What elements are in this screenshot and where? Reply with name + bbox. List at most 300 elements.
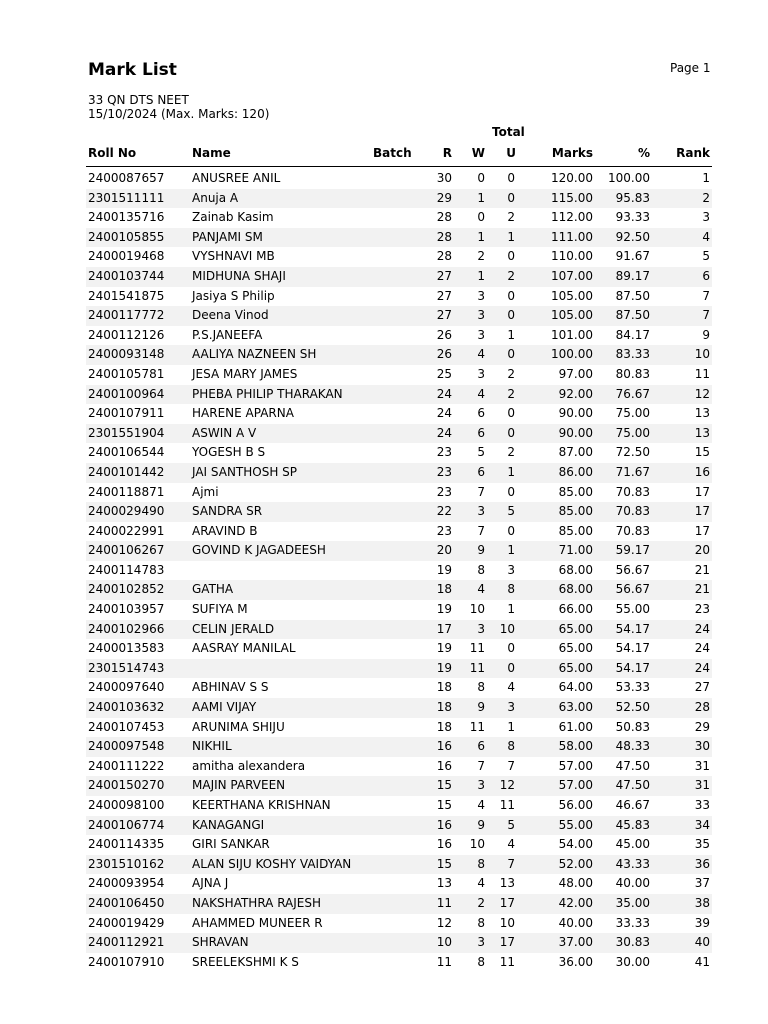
header-marks: Marks (551, 146, 593, 160)
wrong-count-cell: 6 (477, 406, 485, 421)
wrong-count-cell: 7 (477, 484, 485, 499)
name-cell: Deena Vinod (192, 308, 269, 323)
percent-cell: 54.17 (615, 660, 650, 675)
wrong-count-cell: 6 (477, 425, 485, 440)
wrong-count-cell: 2 (477, 249, 485, 264)
unattempted-count-cell: 8 (507, 739, 515, 754)
rank-cell: 17 (694, 484, 710, 499)
roll-no-cell: 2400013583 (88, 641, 165, 656)
table-row (86, 267, 712, 287)
mark-table-body (86, 169, 712, 972)
right-count-cell: 26 (436, 347, 452, 362)
name-cell: VYSHNAVI MB (192, 249, 275, 264)
percent-cell: 46.67 (615, 798, 650, 812)
header-unattempted: U (506, 146, 516, 160)
table-row (86, 580, 712, 600)
name-cell: AHAMMED MUNEER R (192, 915, 323, 930)
unattempted-count-cell: 5 (507, 817, 515, 832)
roll-no-cell: 2400114783 (88, 562, 165, 577)
right-count-cell: 19 (436, 641, 452, 656)
rank-cell: 16 (694, 464, 710, 479)
right-count-cell: 24 (436, 386, 452, 401)
name-cell: JAI SANTHOSH SP (192, 464, 298, 479)
unattempted-count-cell: 1 (507, 719, 515, 734)
unattempted-count-cell: 0 (507, 406, 515, 421)
rank-cell: 5 (702, 249, 710, 264)
name-cell: MIDHUNA SHAJI (192, 268, 286, 283)
right-count-cell: 24 (436, 425, 452, 440)
roll-no-cell: 2400135716 (88, 210, 165, 225)
roll-no-cell: 2400101442 (88, 464, 165, 479)
name-cell: GOVIND K JAGADEESH (192, 543, 326, 558)
marks-cell: 58.00 (558, 739, 593, 754)
wrong-count-cell: 9 (477, 817, 485, 832)
percent-cell: 30.00 (615, 954, 650, 969)
percent-cell: 100.00 (608, 171, 650, 185)
name-cell: SREELEKSHMI K S (192, 954, 299, 969)
name-cell: GIRI SANKAR (192, 837, 270, 852)
unattempted-count-cell: 4 (507, 837, 515, 852)
name-cell: PANJAMI SM (192, 229, 263, 244)
right-count-cell: 15 (436, 778, 452, 793)
rank-cell: 41 (694, 954, 710, 969)
right-count-cell: 23 (436, 464, 452, 479)
unattempted-count-cell: 11 (499, 954, 515, 969)
roll-no-cell: 2400103957 (88, 602, 165, 617)
name-cell: P.S.JANEEFA (192, 327, 263, 342)
marks-cell: 54.00 (558, 837, 593, 852)
table-row (86, 933, 712, 953)
unattempted-count-cell: 2 (507, 445, 515, 460)
roll-no-cell: 2400106450 (88, 895, 165, 910)
right-count-cell: 16 (436, 739, 452, 754)
table-row (86, 502, 712, 522)
percent-cell: 56.67 (615, 562, 650, 577)
rank-cell: 20 (694, 543, 710, 558)
table-row (86, 776, 712, 796)
wrong-count-cell: 3 (477, 935, 485, 950)
rank-cell: 6 (702, 268, 710, 283)
rank-cell: 9 (702, 327, 710, 342)
page-number: Page 1 (670, 61, 711, 75)
name-cell: PHEBA PHILIP THARAKAN (192, 386, 343, 401)
unattempted-count-cell: 2 (507, 386, 515, 401)
marks-cell: 61.00 (558, 719, 593, 734)
percent-cell: 87.50 (615, 288, 650, 303)
name-cell: amitha alexandera (192, 758, 306, 773)
right-count-cell: 11 (436, 895, 452, 910)
roll-no-cell: 2400112921 (88, 935, 165, 950)
right-count-cell: 18 (436, 719, 452, 734)
right-count-cell: 19 (436, 660, 452, 675)
right-count-cell: 23 (436, 484, 452, 499)
unattempted-count-cell: 1 (507, 464, 515, 479)
table-row (86, 287, 712, 307)
unattempted-count-cell: 17 (499, 895, 515, 910)
right-count-cell: 23 (436, 523, 452, 538)
name-cell: AJNA J (192, 876, 229, 891)
table-row (86, 483, 712, 503)
percent-cell: 54.17 (615, 641, 650, 656)
roll-no-cell: 2400093954 (88, 876, 165, 891)
table-row (86, 247, 712, 267)
rank-cell: 17 (694, 504, 710, 519)
unattempted-count-cell: 17 (499, 935, 515, 950)
header-roll-no: Roll No (88, 146, 137, 160)
marks-cell: 90.00 (558, 425, 593, 440)
marks-cell: 40.00 (558, 915, 593, 930)
marks-cell: 120.00 (551, 171, 593, 185)
header-wrong: W (471, 146, 485, 160)
unattempted-count-cell: 1 (507, 602, 515, 617)
right-count-cell: 10 (436, 935, 452, 950)
header-batch: Batch (373, 146, 412, 160)
roll-no-cell: 2400118871 (88, 484, 165, 499)
marks-cell: 65.00 (558, 621, 593, 636)
roll-no-cell: 2400106267 (88, 543, 165, 558)
exam-info: 15/10/2024 (Max. Marks: 120) (88, 107, 270, 121)
marks-cell: 55.00 (558, 817, 593, 832)
wrong-count-cell: 3 (477, 327, 485, 342)
table-row (86, 874, 712, 894)
marks-cell: 86.00 (558, 464, 593, 479)
table-row (86, 757, 712, 777)
unattempted-count-cell: 7 (507, 856, 515, 871)
marks-cell: 68.00 (558, 582, 593, 597)
rank-cell: 37 (694, 876, 710, 891)
unattempted-count-cell: 0 (507, 249, 515, 264)
rank-cell: 34 (694, 817, 710, 832)
name-cell: ABHINAV S S (192, 680, 269, 695)
wrong-count-cell: 4 (477, 582, 485, 597)
rank-cell: 15 (694, 445, 710, 460)
table-row (86, 600, 712, 620)
total-group-header: Total (492, 125, 525, 139)
header-percent: % (637, 146, 650, 160)
wrong-count-cell: 3 (477, 504, 485, 519)
percent-cell: 45.83 (615, 817, 650, 832)
marks-cell: 48.00 (558, 876, 593, 891)
unattempted-count-cell: 0 (507, 425, 515, 440)
roll-no-cell: 2301551904 (88, 425, 165, 440)
header-name: Name (192, 146, 231, 160)
right-count-cell: 15 (436, 856, 452, 871)
table-row (86, 345, 712, 365)
rank-cell: 4 (702, 229, 710, 244)
roll-no-cell: 2400107910 (88, 954, 165, 969)
marks-cell: 42.00 (558, 895, 593, 910)
unattempted-count-cell: 0 (507, 641, 515, 656)
unattempted-count-cell: 1 (507, 543, 515, 558)
rank-cell: 23 (694, 602, 710, 617)
name-cell: MAJIN PARVEEN (192, 778, 286, 793)
percent-cell: 43.33 (615, 856, 650, 871)
name-cell: AALIYA NAZNEEN SH (192, 347, 317, 362)
marks-cell: 92.00 (558, 386, 593, 401)
wrong-count-cell: 9 (477, 700, 485, 715)
rank-cell: 24 (694, 660, 710, 675)
roll-no-cell: 2301514743 (88, 660, 165, 675)
unattempted-count-cell: 4 (507, 680, 515, 695)
table-row (86, 620, 712, 640)
marks-cell: 97.00 (558, 366, 593, 381)
table-row (86, 522, 712, 542)
roll-no-cell: 2400098100 (88, 798, 165, 812)
name-cell: Ajmi (192, 484, 219, 499)
table-row (86, 835, 712, 855)
rank-cell: 3 (702, 210, 710, 225)
wrong-count-cell: 1 (477, 190, 485, 205)
marks-cell: 105.00 (551, 288, 593, 303)
unattempted-count-cell: 3 (507, 562, 515, 577)
marks-cell: 85.00 (558, 484, 593, 499)
table-row (86, 953, 712, 973)
rank-cell: 13 (694, 406, 710, 421)
percent-cell: 87.50 (615, 308, 650, 323)
unattempted-count-cell: 11 (499, 798, 515, 812)
marks-cell: 52.00 (558, 856, 593, 871)
roll-no-cell: 2400114335 (88, 837, 165, 852)
table-row (86, 561, 712, 581)
wrong-count-cell: 0 (477, 210, 485, 225)
wrong-count-cell: 3 (477, 366, 485, 381)
rank-cell: 21 (694, 582, 710, 597)
right-count-cell: 16 (436, 817, 452, 832)
roll-no-cell: 2400102966 (88, 621, 165, 636)
unattempted-count-cell: 1 (507, 327, 515, 342)
right-count-cell: 24 (436, 406, 452, 421)
unattempted-count-cell: 3 (507, 700, 515, 715)
wrong-count-cell: 8 (477, 915, 485, 930)
roll-no-cell: 2400107911 (88, 406, 165, 421)
marks-cell: 85.00 (558, 504, 593, 519)
rank-cell: 38 (694, 895, 710, 910)
roll-no-cell: 2400103744 (88, 268, 165, 283)
roll-no-cell: 2401541875 (88, 288, 165, 303)
marks-cell: 85.00 (558, 523, 593, 538)
table-row (86, 718, 712, 738)
name-cell: Anuja A (192, 190, 239, 205)
marks-cell: 57.00 (558, 778, 593, 793)
unattempted-count-cell: 0 (507, 288, 515, 303)
wrong-count-cell: 7 (477, 758, 485, 773)
wrong-count-cell: 10 (469, 837, 485, 852)
percent-cell: 95.83 (615, 190, 650, 205)
right-count-cell: 28 (436, 229, 452, 244)
unattempted-count-cell: 2 (507, 210, 515, 225)
marks-cell: 56.00 (558, 798, 593, 812)
name-cell: SANDRA SR (192, 504, 263, 519)
marks-cell: 100.00 (551, 347, 593, 362)
right-count-cell: 16 (436, 758, 452, 773)
marks-cell: 71.00 (558, 543, 593, 558)
rank-cell: 1 (702, 171, 710, 185)
name-cell: ALAN SIJU KOSHY VAIDYAN (192, 856, 352, 871)
table-row (86, 737, 712, 757)
rank-cell: 31 (694, 758, 710, 773)
name-cell: SUFIYA M (192, 602, 248, 617)
rank-cell: 7 (702, 308, 710, 323)
rank-cell: 39 (694, 915, 710, 930)
name-cell: NAKSHATHRA RAJESH (192, 895, 322, 910)
roll-no-cell: 2400112126 (88, 327, 165, 342)
rank-cell: 28 (694, 700, 710, 715)
percent-cell: 70.83 (615, 484, 650, 499)
right-count-cell: 15 (436, 798, 452, 812)
percent-cell: 52.50 (615, 700, 650, 715)
marks-cell: 107.00 (551, 268, 593, 283)
right-count-cell: 25 (436, 366, 452, 381)
wrong-count-cell: 3 (477, 308, 485, 323)
right-count-cell: 20 (436, 543, 452, 558)
percent-cell: 53.33 (615, 680, 650, 695)
marks-cell: 57.00 (558, 758, 593, 773)
right-count-cell: 28 (436, 210, 452, 225)
marks-cell: 65.00 (558, 641, 593, 656)
name-cell: KANAGANGI (192, 817, 265, 832)
wrong-count-cell: 8 (477, 562, 485, 577)
table-row (86, 306, 712, 326)
table-row (86, 796, 712, 816)
wrong-count-cell: 4 (477, 386, 485, 401)
percent-cell: 56.67 (615, 582, 650, 597)
table-row (86, 326, 712, 346)
wrong-count-cell: 11 (469, 641, 485, 656)
table-row (86, 894, 712, 914)
roll-no-cell: 2400097548 (88, 739, 165, 754)
unattempted-count-cell: 10 (499, 915, 515, 930)
rank-cell: 10 (694, 347, 710, 362)
marks-cell: 65.00 (558, 660, 593, 675)
wrong-count-cell: 10 (469, 602, 485, 617)
name-cell: AASRAY MANILAL (192, 641, 296, 656)
marks-cell: 68.00 (558, 562, 593, 577)
roll-no-cell: 2400106774 (88, 817, 165, 832)
wrong-count-cell: 3 (477, 778, 485, 793)
roll-no-cell: 2400097640 (88, 680, 165, 695)
rank-cell: 24 (694, 641, 710, 656)
roll-no-cell: 2400117772 (88, 308, 165, 323)
roll-no-cell: 2400105855 (88, 229, 165, 244)
table-row (86, 404, 712, 424)
table-row (86, 855, 712, 875)
rank-cell: 33 (694, 798, 710, 812)
rank-cell: 12 (694, 386, 710, 401)
roll-no-cell: 2400106544 (88, 445, 165, 460)
right-count-cell: 17 (436, 621, 452, 636)
table-row (86, 698, 712, 718)
right-count-cell: 28 (436, 249, 452, 264)
table-header (86, 146, 712, 167)
marks-cell: 111.00 (551, 229, 593, 244)
right-count-cell: 22 (436, 504, 452, 519)
name-cell: ANUSREE ANIL (192, 171, 281, 185)
wrong-count-cell: 8 (477, 680, 485, 695)
right-count-cell: 18 (436, 680, 452, 695)
header-rank: Rank (676, 146, 710, 160)
unattempted-count-cell: 2 (507, 268, 515, 283)
name-cell: HARENE APARNA (192, 406, 294, 421)
percent-cell: 54.17 (615, 621, 650, 636)
table-row (86, 208, 712, 228)
wrong-count-cell: 8 (477, 954, 485, 969)
percent-cell: 92.50 (615, 229, 650, 244)
marks-cell: 115.00 (551, 190, 593, 205)
roll-no-cell: 2400029490 (88, 504, 165, 519)
name-cell: ARAVIND B (192, 523, 258, 538)
wrong-count-cell: 0 (477, 171, 485, 185)
percent-cell: 80.83 (615, 366, 650, 381)
unattempted-count-cell: 0 (507, 171, 515, 185)
wrong-count-cell: 1 (477, 268, 485, 283)
percent-cell: 30.83 (615, 935, 650, 950)
percent-cell: 33.33 (615, 915, 650, 930)
header-right: R (442, 146, 452, 160)
right-count-cell: 11 (436, 954, 452, 969)
name-cell: AAMI VIJAY (192, 700, 257, 715)
percent-cell: 84.17 (615, 327, 650, 342)
rank-cell: 7 (702, 288, 710, 303)
right-count-cell: 18 (436, 700, 452, 715)
table-row (86, 816, 712, 836)
percent-cell: 70.83 (615, 523, 650, 538)
table-row (86, 463, 712, 483)
right-count-cell: 26 (436, 327, 452, 342)
percent-cell: 91.67 (615, 249, 650, 264)
table-row (86, 228, 712, 248)
wrong-count-cell: 4 (477, 798, 485, 812)
rank-cell: 13 (694, 425, 710, 440)
wrong-count-cell: 7 (477, 523, 485, 538)
unattempted-count-cell: 0 (507, 484, 515, 499)
percent-cell: 50.83 (615, 719, 650, 734)
percent-cell: 45.00 (615, 837, 650, 852)
unattempted-count-cell: 5 (507, 504, 515, 519)
marks-cell: 66.00 (558, 602, 593, 617)
rank-cell: 31 (694, 778, 710, 793)
roll-no-cell: 2301510162 (88, 856, 165, 871)
right-count-cell: 16 (436, 837, 452, 852)
rank-cell: 36 (694, 856, 710, 871)
unattempted-count-cell: 2 (507, 366, 515, 381)
rank-cell: 17 (694, 523, 710, 538)
right-count-cell: 19 (436, 602, 452, 617)
marks-cell: 101.00 (551, 327, 593, 342)
percent-cell: 59.17 (615, 543, 650, 558)
percent-cell: 72.50 (615, 445, 650, 460)
rank-cell: 11 (694, 366, 710, 381)
wrong-count-cell: 3 (477, 288, 485, 303)
table-row (86, 541, 712, 561)
marks-cell: 87.00 (558, 445, 593, 460)
percent-cell: 93.33 (615, 210, 650, 225)
percent-cell: 89.17 (615, 268, 650, 283)
unattempted-count-cell: 7 (507, 758, 515, 773)
wrong-count-cell: 11 (469, 719, 485, 734)
roll-no-cell: 2400022991 (88, 523, 165, 538)
marks-cell: 36.00 (558, 954, 593, 969)
unattempted-count-cell: 0 (507, 660, 515, 675)
name-cell: SHRAVAN (192, 935, 249, 950)
percent-cell: 47.50 (615, 758, 650, 773)
roll-no-cell: 2400111222 (88, 758, 165, 773)
roll-no-cell: 2301511111 (88, 190, 165, 205)
table-row (86, 189, 712, 209)
right-count-cell: 19 (436, 562, 452, 577)
right-count-cell: 29 (436, 190, 452, 205)
right-count-cell: 27 (436, 288, 452, 303)
marks-cell: 112.00 (551, 210, 593, 225)
